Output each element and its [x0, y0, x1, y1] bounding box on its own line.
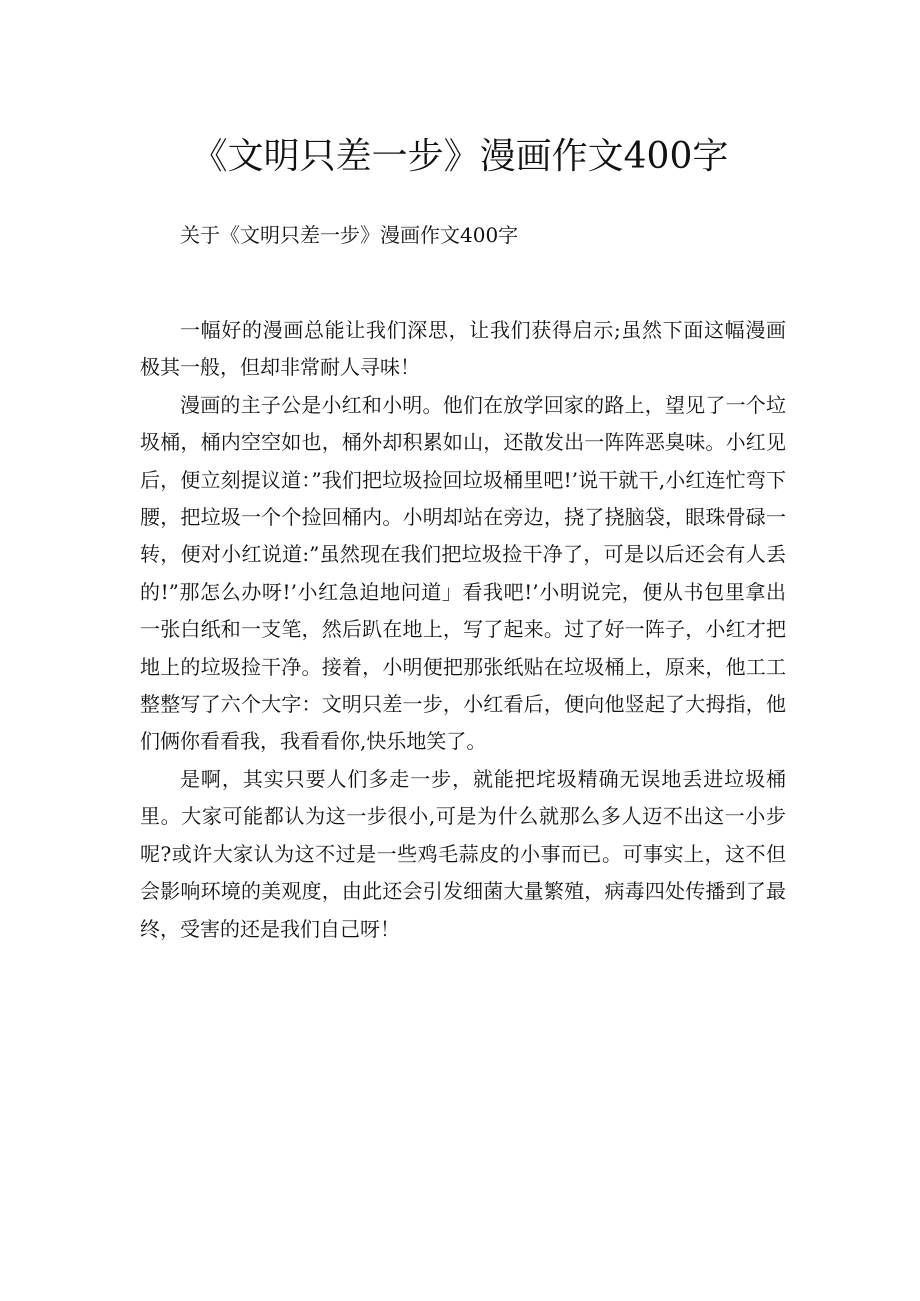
- page-title: 《文明只差一步》漫画作文400字: [191, 136, 729, 177]
- paragraph: 漫画的主子公是小红和小明。他们在放学回家的路上，望见了一个垃圾桶，桶内空空如也，桶外却积累如山，还散发出一阵阵恶臭味。小红见后，便立刻提议道：”我们把垃圾捡回垃圾桶里吧!’说干就干,小红连忙弯下腰，把垃圾一个个捡回桶内。小明却站在旁边，挠了挠脑袋，眼珠骨碌一转，便对小红说道:”虽然现在我们把垃圾捡干净了，可是以后还会有人丢的!”那怎么办呀!’小红急迫地问道」看我吧!’小明说完，便从书包里拿出一张白纸和一支笔，然后趴在地上，写了起来。过了好一阵子，小红才把地上的垃圾捡干净。接着，小明便把那张纸贴在垃圾桶上，原来，他工工整整写了六个大字：文明只差一步，小红看后，便向他竖起了大拇指，他们俩你看看我，我看看你,快乐地笑了。: [140, 392, 786, 754]
- paragraph: 是啊，其实只要人们多走一步，就能把垞圾精确无误地丢进垃圾桶里。大家可能都认为这一步很小,可是为什么就那么多人迈不出这一小步呢?或许大家认为这不过是一些鸡毛蒜皮的小事而已。可事实上，这不但会影响环境的美观度，由此还会引发细菌大量繁殖，病毒四处传播到了最终，受害的还是我们自己呀！: [140, 766, 786, 941]
- document-subtitle: 关于《文明只差一步》漫画作文400字: [180, 223, 519, 247]
- article-body: [140, 312, 786, 948]
- paragraph: 一幅好的漫画总能让我们深思，让我们获得启示;虽然下面这幅漫画极其一般，但却非常耐人寻味！: [140, 318, 786, 380]
